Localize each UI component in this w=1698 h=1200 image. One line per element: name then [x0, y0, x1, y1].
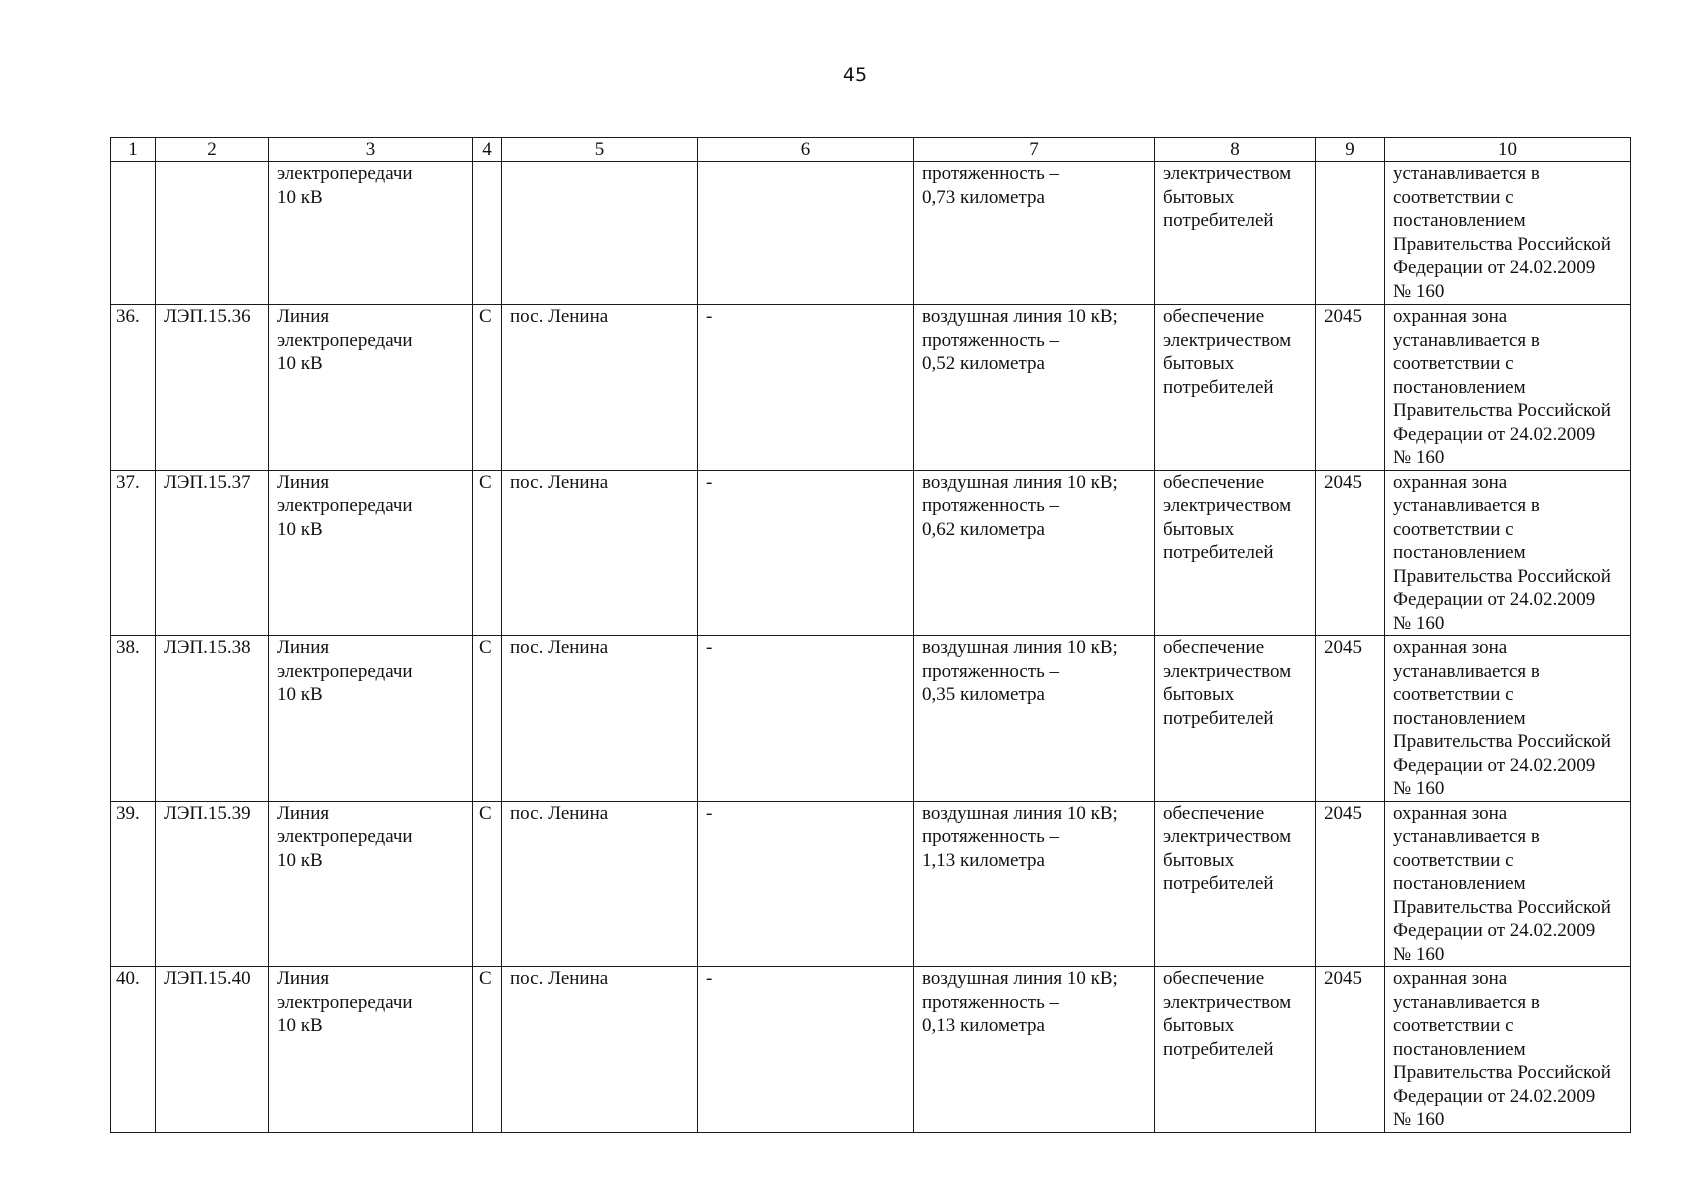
- location-cell: пос. Ленина: [502, 967, 698, 1133]
- row-number-cell: 39.: [111, 801, 156, 967]
- object-code-cell: [156, 162, 269, 305]
- status-cell: С: [473, 801, 502, 967]
- column-header: 6: [698, 138, 914, 162]
- characteristics-cell: воздушная линия 10 кВ; протяженность – 0,35 километра: [914, 636, 1155, 802]
- column-6-cell: -: [698, 470, 914, 636]
- column-6-cell: -: [698, 801, 914, 967]
- object-code-cell: ЛЭП.15.36: [156, 305, 269, 471]
- object-name-cell: электропередачи 10 кВ: [269, 162, 473, 305]
- protection-zone-cell: охранная зона устанавливается в соответствии с постановлением Правительства Российской Федерации от 24.02.2009 № 160: [1385, 967, 1631, 1133]
- purpose-cell: обеспечение электричеством бытовых потребителей: [1155, 305, 1316, 471]
- column-number-row: [111, 138, 1631, 162]
- characteristics-cell: воздушная линия 10 кВ; протяженность – 1,13 километра: [914, 801, 1155, 967]
- column-header: 8: [1155, 138, 1316, 162]
- row-number-cell: 36.: [111, 305, 156, 471]
- object-name-cell: Линия электропередачи 10 кВ: [269, 470, 473, 636]
- object-code-cell: ЛЭП.15.40: [156, 967, 269, 1133]
- status-cell: [473, 162, 502, 305]
- purpose-cell: обеспечение электричеством бытовых потребителей: [1155, 801, 1316, 967]
- location-cell: пос. Ленина: [502, 636, 698, 802]
- year-cell: 2045: [1316, 636, 1385, 802]
- column-header: 1: [111, 138, 156, 162]
- object-name-cell: Линия электропередачи 10 кВ: [269, 305, 473, 471]
- characteristics-cell: воздушная линия 10 кВ; протяженность – 0,62 километра: [914, 470, 1155, 636]
- table-row: [111, 801, 1631, 967]
- object-code-cell: ЛЭП.15.39: [156, 801, 269, 967]
- protection-zone-cell: охранная зона устанавливается в соответствии с постановлением Правительства Российской Федерации от 24.02.2009 № 160: [1385, 801, 1631, 967]
- table-row: [111, 162, 1631, 305]
- column-6-cell: [698, 162, 914, 305]
- protection-zone-cell: устанавливается в соответствии с постановлением Правительства Российской Федерации от 24.02.2009 № 160: [1385, 162, 1631, 305]
- table-row: [111, 636, 1631, 802]
- purpose-cell: обеспечение электричеством бытовых потребителей: [1155, 470, 1316, 636]
- year-cell: 2045: [1316, 801, 1385, 967]
- characteristics-cell: воздушная линия 10 кВ; протяженность – 0,52 километра: [914, 305, 1155, 471]
- column-6-cell: -: [698, 967, 914, 1133]
- location-cell: пос. Ленина: [502, 801, 698, 967]
- column-header: 9: [1316, 138, 1385, 162]
- object-code-cell: ЛЭП.15.38: [156, 636, 269, 802]
- page-number: 45: [842, 64, 868, 86]
- row-number-cell: 38.: [111, 636, 156, 802]
- table-row: [111, 470, 1631, 636]
- power-lines-table: [110, 137, 1631, 1133]
- object-code-cell: ЛЭП.15.37: [156, 470, 269, 636]
- row-number-cell: 40.: [111, 967, 156, 1133]
- column-6-cell: -: [698, 305, 914, 471]
- year-cell: 2045: [1316, 305, 1385, 471]
- column-header: 7: [914, 138, 1155, 162]
- column-header: 3: [269, 138, 473, 162]
- purpose-cell: электричеством бытовых потребителей: [1155, 162, 1316, 305]
- row-number-cell: 37.: [111, 470, 156, 636]
- object-name-cell: Линия электропередачи 10 кВ: [269, 801, 473, 967]
- year-cell: 2045: [1316, 967, 1385, 1133]
- column-header: 5: [502, 138, 698, 162]
- protection-zone-cell: охранная зона устанавливается в соответствии с постановлением Правительства Российской Федерации от 24.02.2009 № 160: [1385, 636, 1631, 802]
- object-name-cell: Линия электропередачи 10 кВ: [269, 636, 473, 802]
- protection-zone-cell: охранная зона устанавливается в соответствии с постановлением Правительства Российской Федерации от 24.02.2009 № 160: [1385, 305, 1631, 471]
- location-cell: пос. Ленина: [502, 470, 698, 636]
- column-6-cell: -: [698, 636, 914, 802]
- column-header: 10: [1385, 138, 1631, 162]
- year-cell: 2045: [1316, 470, 1385, 636]
- purpose-cell: обеспечение электричеством бытовых потребителей: [1155, 967, 1316, 1133]
- table-row: [111, 305, 1631, 471]
- status-cell: С: [473, 305, 502, 471]
- location-cell: [502, 162, 698, 305]
- column-header: 4: [473, 138, 502, 162]
- object-name-cell: Линия электропередачи 10 кВ: [269, 967, 473, 1133]
- status-cell: С: [473, 470, 502, 636]
- status-cell: С: [473, 967, 502, 1133]
- status-cell: С: [473, 636, 502, 802]
- location-cell: пос. Ленина: [502, 305, 698, 471]
- protection-zone-cell: охранная зона устанавливается в соответствии с постановлением Правительства Российской Федерации от 24.02.2009 № 160: [1385, 470, 1631, 636]
- characteristics-cell: воздушная линия 10 кВ; протяженность – 0,13 километра: [914, 967, 1155, 1133]
- purpose-cell: обеспечение электричеством бытовых потребителей: [1155, 636, 1316, 802]
- row-number-cell: [111, 162, 156, 305]
- year-cell: [1316, 162, 1385, 305]
- column-header: 2: [156, 138, 269, 162]
- table-row: [111, 967, 1631, 1133]
- characteristics-cell: протяженность – 0,73 километра: [914, 162, 1155, 305]
